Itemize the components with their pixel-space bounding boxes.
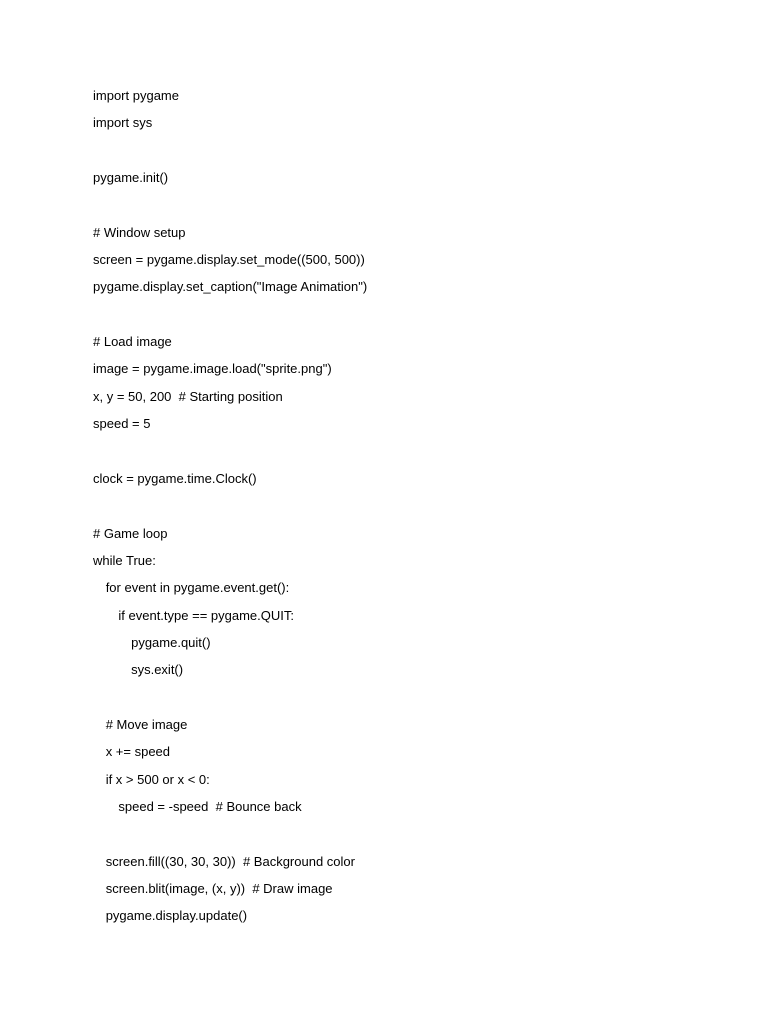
code-line: screen.fill((30, 30, 30)) # Background color	[105, 853, 355, 869]
code-line: sys.exit()	[131, 662, 184, 678]
code-line: # Game loop	[93, 525, 168, 541]
code-line: pygame.quit()	[131, 634, 211, 650]
blank-line	[93, 441, 367, 468]
code-line: speed = 5	[93, 416, 151, 432]
code-line: if event.type == pygame.QUIT:	[118, 607, 294, 623]
code-line: image = pygame.image.load("sprite.png")	[93, 361, 332, 377]
blank-line	[93, 496, 367, 523]
blank-line	[93, 688, 367, 715]
code-block	[93, 86, 367, 934]
code-line: pygame.init()	[93, 170, 169, 186]
code-line: speed = -speed # Bounce back	[118, 798, 302, 814]
code-line: clock = pygame.time.Clock()	[93, 470, 257, 486]
blank-line	[93, 195, 367, 222]
code-line: pygame.display.update()	[105, 908, 248, 924]
blank-line	[93, 305, 367, 332]
code-line: screen.blit(image, (x, y)) # Draw image	[105, 880, 333, 896]
code-line: import pygame	[93, 88, 179, 103]
code-line: # Move image	[105, 716, 188, 732]
code-line: x += speed	[105, 744, 171, 760]
blank-line	[93, 824, 367, 851]
code-line: x, y = 50, 200 # Starting position	[93, 388, 283, 404]
code-line: # Load image	[93, 334, 172, 350]
code-line: # Window setup	[93, 224, 186, 240]
code-line: while True:	[93, 552, 156, 568]
code-line: import sys	[93, 115, 153, 131]
blank-line	[93, 141, 367, 168]
code-line: for event in pygame.event.get():	[105, 580, 290, 596]
code-line: if x > 500 or x < 0:	[105, 771, 210, 787]
code-line: screen = pygame.display.set_mode((500, 500))	[93, 252, 365, 268]
code-line: pygame.display.set_caption("Image Animation")	[93, 279, 368, 295]
